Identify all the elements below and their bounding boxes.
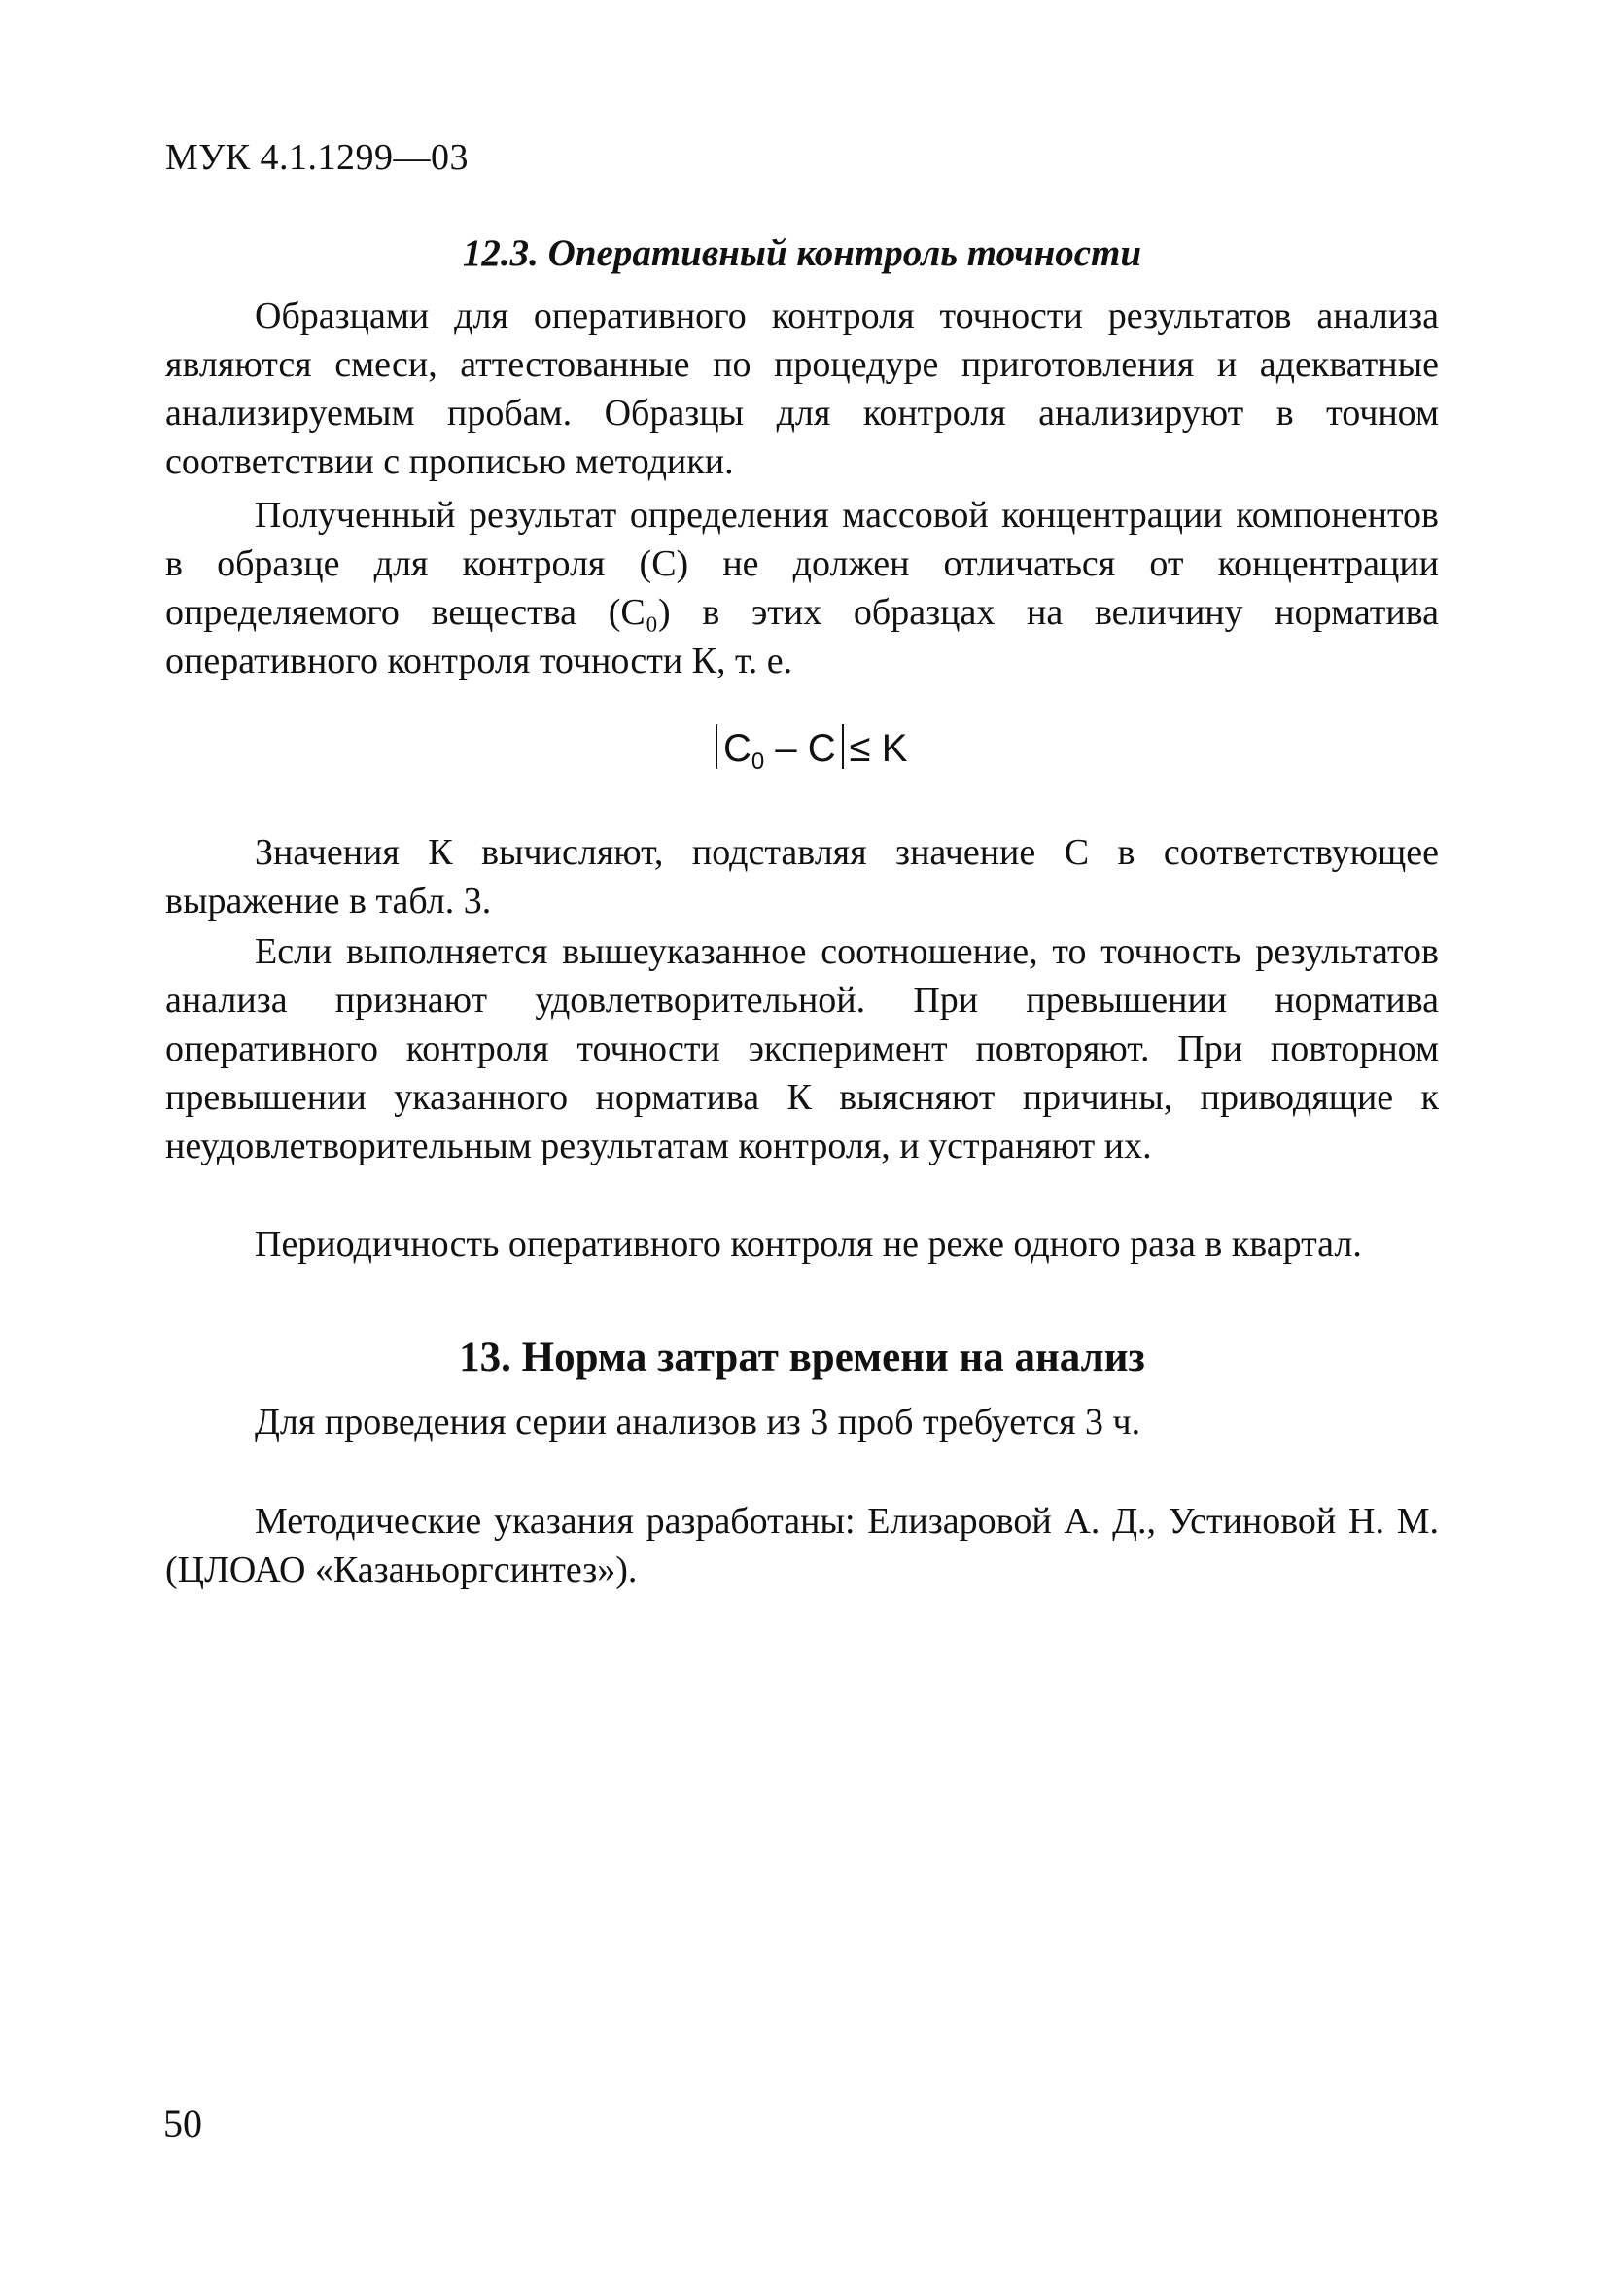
paragraph-result-requirement: Полученный результат определения массовой концентрации компонентов в образце для контроля (С) не должен отличаться от концентрации определяемого вещества (С₀) в этих образцах на величину норматива оперативного контроля точности К, т. е.	[165, 495, 1439, 681]
paragraph-credits: Методические указания разработаны: Елизаровой А. Д., Устиновой Н. М. (ЦЛОАО «Казаньоргсинтез»).	[165, 1501, 1439, 1590]
page-number: 50	[163, 2102, 202, 2145]
formula-c0-subscript: 0	[751, 748, 765, 775]
formula-minus-c: – C	[775, 727, 836, 770]
accuracy-formula	[710, 721, 907, 789]
paragraph-periodicity: Периодичность оперативного контроля не реже одного раза в квартал.	[255, 1224, 1362, 1265]
section-12-3-heading: 12.3. Оперативный контроль точности	[462, 232, 1142, 274]
paragraph-accuracy-evaluation: Если выполняется вышеуказанное соотношение, то точность результатов анализа признают удовлетворительной. При превышении норматива оперативного контроля точности эксперимент повторяют. При повторном превышении указанного норматива К выясняют причины, приводящие к неудовлетворительным результатам контроля, и устраняют их.	[165, 931, 1439, 1166]
document-code-header: МУК 4.1.1299—03	[165, 137, 470, 178]
abs-bar-right	[842, 724, 844, 769]
paragraph-time-norm: Для проведения серии анализов из 3 проб требуется 3 ч.	[255, 1402, 1141, 1443]
formula-c0-base: C	[723, 727, 751, 770]
section-13-heading: 13. Норма затрат времени на анализ	[459, 1335, 1145, 1380]
abs-bar-left	[716, 724, 717, 769]
paragraph-k-values: Значения К вычисляют, подставляя значение С в соответствующее выражение в табл. 3.	[165, 832, 1439, 922]
formula-relation: ≤ K	[849, 727, 908, 770]
paragraph-control-samples: Образцами для оперативного контроля точности результатов анализа являются смеси, аттестованные по процедуре приготовления и адекватные анализируемым пробам. Образцы для контроля анализируют в точном соответствии с прописью методики.	[165, 296, 1439, 482]
